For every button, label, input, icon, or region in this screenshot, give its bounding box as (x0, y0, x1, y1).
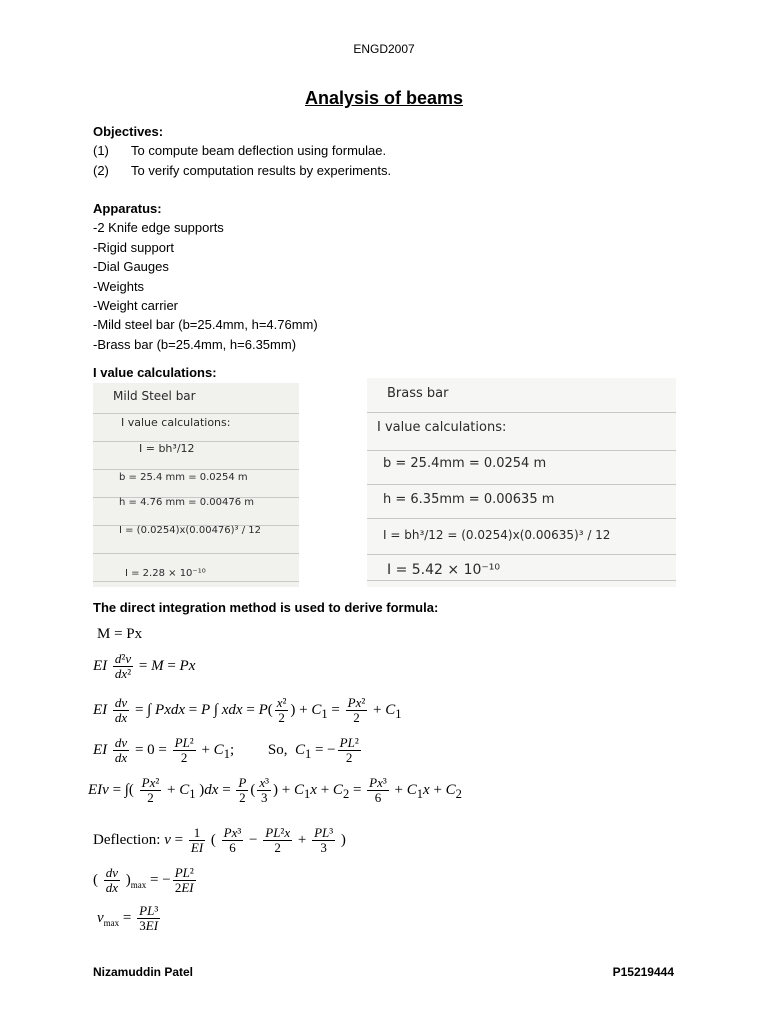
brass-calculation-photo (367, 378, 676, 587)
ivalue-heading: I value calculations: (93, 365, 217, 380)
moment-equation: M = Px (97, 626, 143, 642)
handwritten-subtitle: I value calculations: (377, 420, 507, 435)
objectives-heading: Objectives: (93, 124, 164, 139)
objective-number: (1) (93, 143, 109, 159)
objective-text: To compute beam deflection using formulae. (131, 143, 387, 159)
objective-item (93, 141, 693, 160)
curvature-equation: EI $\frac{\text{d²ν}}{\text{dx²}}$ = M = Px (93, 651, 196, 681)
boundary-condition-equation: EI $\frac{d\nu}{dx}$ = 0 = $\frac{\text{PL²}}{2}$ + $C_1$; So, $C_1$ = − $\frac{\text{PL²}}{2}$ (93, 735, 359, 765)
apparatus-item: -Weights (93, 278, 145, 294)
objective-text: To verify computation results by experiments. (131, 162, 392, 178)
apparatus-section (93, 199, 693, 354)
objective-number: (2) (93, 162, 109, 178)
handwritten-subtitle: I value calculations: (121, 416, 231, 429)
student-id: P15219444 (612, 965, 674, 979)
apparatus-item: -Dial Gauges (93, 259, 169, 275)
handwritten-h-value: h = 4.76 mm = 0.00476 m (119, 497, 255, 508)
max-slope-equation: ( $\frac{d\nu}{dx}$ )$_{max}$ = − $\frac{\text{PL²}}{2EI}$ (93, 865, 194, 895)
apparatus-item: -2 Knife edge supports (93, 220, 224, 236)
deflection-integration-equation: EIν = ∫( $\frac{\text{Px²}}{2}$ + $C_1$ )dx = $\frac{P}{2}$ ( $\frac{\text{x³}}{3}$ ) + $C_1x + C_2$ = $\frac{\text{Px³}}{6}$ + $C_1x + C_2$ (88, 775, 462, 805)
handwritten-formula: I = bh³/12 (139, 442, 195, 455)
slope-equation: EI $\frac{d\nu}{dx}$ = ∫ Pxdx = P ∫ xdx = P( $\frac{\text{x²}}{2}$ ) + $C_1$ = $\frac{\text{Px²}}{2}$ + $C_1$ (93, 695, 402, 725)
deflection-equation: Deflection: ν = $\frac{1}{EI}$ ( $\frac{\text{Px³}}{6}$ − $\frac{\text{PL²x}}{2}$ + $\frac{\text{PL³}}{3}$ ) (93, 825, 346, 855)
mild-steel-calculation-photo (93, 383, 299, 587)
page-title-text: Analysis of beams (304, 88, 464, 108)
handwritten-i-result: I = 2.28 × 10⁻¹⁰ (125, 568, 206, 579)
direct-integration-text: The direct integration method is used to derive formula: (93, 600, 439, 615)
handwritten-i-result: I = 5.42 × 10⁻¹⁰ (387, 562, 500, 578)
handwritten-b-value: b = 25.4mm = 0.0254 m (383, 456, 547, 471)
handwritten-title: Brass bar (387, 386, 449, 401)
handwritten-h-value: h = 6.35mm = 0.00635 m (383, 492, 555, 507)
objective-item (93, 161, 693, 180)
author-name: Nizamuddin Patel (93, 965, 194, 979)
course-code-header: ENGD2007 (353, 42, 415, 56)
handwritten-b-value: b = 25.4 mm = 0.0254 m (119, 472, 248, 483)
apparatus-item: -Mild steel bar (b=25.4mm, h=4.76mm) (93, 317, 318, 333)
apparatus-item: -Rigid support (93, 239, 174, 255)
max-deflection-equation: $\nu_{max}$ = $\frac{\text{PL³}}{3EI}$ (97, 903, 159, 933)
handwritten-i-formula: I = (0.0254)x(0.00476)³ / 12 (119, 525, 262, 536)
page-title (0, 88, 768, 109)
handwritten-title: Mild Steel bar (113, 389, 196, 403)
handwritten-i-formula: I = bh³/12 = (0.0254)x(0.00635)³ / 12 (383, 528, 611, 542)
apparatus-heading: Apparatus: (93, 201, 162, 216)
apparatus-item: -Brass bar (b=25.4mm, h=6.35mm) (93, 336, 297, 352)
apparatus-item: -Weight carrier (93, 298, 179, 314)
objectives-section (93, 122, 693, 180)
